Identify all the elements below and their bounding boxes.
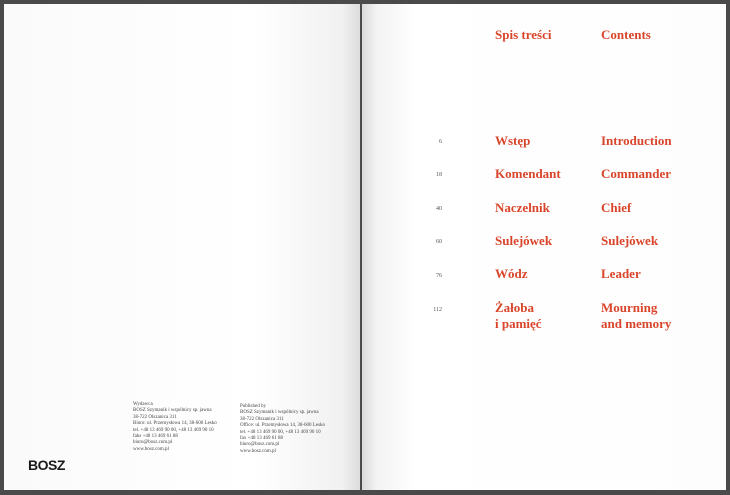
imprint-line: www.bosz.com.pl xyxy=(240,448,276,454)
toc-entry-polish[interactable]: Sulejówek xyxy=(495,233,553,248)
toc-page-number: 76 xyxy=(436,273,442,279)
toc-entry-polish[interactable]: Wódz xyxy=(495,266,528,281)
toc-entry-english[interactable]: Leader xyxy=(601,266,641,281)
publisher-logo: BOSZ xyxy=(28,457,65,473)
toc-page-number: 18 xyxy=(436,172,442,178)
imprint-line: tel. +48 13 469 90 00, +48 13 469 90 10 xyxy=(133,427,214,433)
imprint-line: 38-722 Olszanica 311 xyxy=(240,416,284,422)
imprint-english xyxy=(240,404,325,455)
toc-entry-english[interactable]: Mourning and memory xyxy=(601,300,672,331)
imprint-line: 38-722 Olszanica 311 xyxy=(133,414,177,420)
imprint-line: Published by xyxy=(240,404,266,409)
toc-entry-english[interactable]: Introduction xyxy=(601,133,672,148)
imprint-line: fax +48 13 469 61 88 xyxy=(240,436,283,442)
imprint-line: faks +48 13 469 61 88 xyxy=(133,434,178,440)
imprint-line: Office: ul. Przemysłowa 14, 38-600 Lesko xyxy=(240,423,326,429)
imprint-line: Biuro: ul. Przemysłowa 14, 38-600 Lesko xyxy=(133,421,217,427)
imprint-line: Wydawca xyxy=(133,402,153,407)
toc-entry-polish[interactable]: Naczelnik xyxy=(495,200,550,215)
imprint-line: biuro@bosz.com.pl xyxy=(133,440,173,446)
toc-entry-polish[interactable]: Żałoba i pamięć xyxy=(495,300,542,331)
imprint-line: BOSZ Szymanik i wspólnicy sp. jawna xyxy=(240,410,319,416)
toc-entry-english[interactable]: Sulejówek xyxy=(601,233,659,248)
contents-heading-polish: Spis treści xyxy=(495,27,552,42)
imprint-polish xyxy=(133,402,217,453)
imprint-line: BOSZ Szymanik i wspólnicy sp. jawna xyxy=(133,408,212,414)
toc-entry-english[interactable]: Chief xyxy=(601,200,632,215)
toc-page-number: 112 xyxy=(433,307,442,313)
toc-page-number: 40 xyxy=(436,206,442,212)
toc-entry-polish[interactable]: Wstęp xyxy=(495,133,531,148)
imprint-line: tel. +48 13 469 90 00, +48 13 469 90 10 xyxy=(240,429,321,435)
imprint-line: www.bosz.com.pl xyxy=(133,446,169,452)
toc-page-number: 60 xyxy=(436,239,442,245)
toc-entry-english[interactable]: Commander xyxy=(601,166,672,181)
contents-heading-english: Contents xyxy=(601,27,651,42)
imprint-line: biuro@bosz.com.pl xyxy=(240,442,280,448)
toc-page-number: 6 xyxy=(439,139,442,145)
toc-entry-polish[interactable]: Komendant xyxy=(495,166,561,181)
